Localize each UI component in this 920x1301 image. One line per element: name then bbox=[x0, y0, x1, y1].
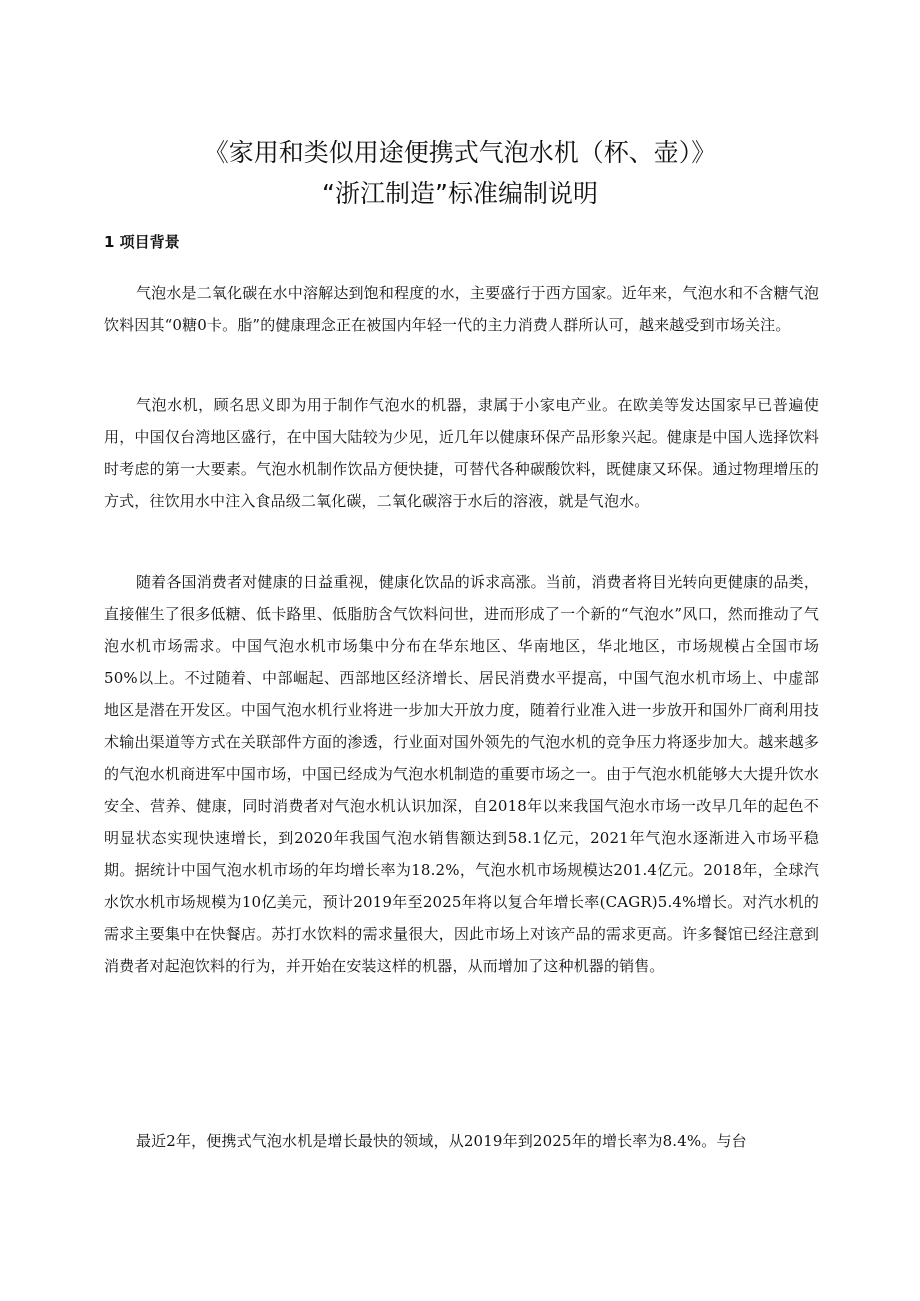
title-line-2: “浙江制造”标准编制说明 bbox=[322, 179, 598, 208]
paragraph-4: 最近2年，便携式气泡水机是增长最快的领域，从2019年到2025年的增长率为8.4%。与台 bbox=[136, 1132, 747, 1150]
document-title bbox=[0, 132, 920, 214]
title-line-1: 《家用和类似用途便携式气泡水机（杯、壶）》 bbox=[203, 138, 717, 167]
paragraph-2: 气泡水机，顾名思义即为用于制作气泡水的机器，隶属于小家电产业。在欧美等发达国家早已普遍使用，中国仅台湾地区盛行，在中国大陆较为少见，近几年以健康环保产品形象兴起。健康是中国人选择饮料时考虑的第一大要素。气泡水机制作饮品方便快捷，可替代各种碳酸饮料，既健康又环保。通过物理增压的方式，往饮用水中注入食品级二氧化碳，二氧化碳溶于水后的溶液，就是气泡水。 bbox=[104, 396, 819, 510]
paragraph-3: 随着各国消费者对健康的日益重视，健康化饮品的诉求高涨。当前，消费者将目光转向更健康的品类，直接催生了很多低糖、低卡路里、低脂肪含气饮料问世，进而形成了一个新的“气泡水”风口，然而推动了气泡水机市场需求。中国气泡水机市场集中分布在华东地区、华南地区，华北地区，市场规模占全国市场50%以上。不过随着、中部崛起、西部地区经济增长、居民消费水平提高，中国气泡水机市场上、中虚部地区是潜在开发区。中国气泡水机行业将进一步加大开放力度，随着行业准入进一步放开和国外厂商利用技术输出渠道等方式在关联部件方面的渗透，行业面对国外领先的气泡水机的竞争压力将逐步加大。越来越多的气泡水机商进军中国市场，中国已经成为气泡水机制造的重要市场之一。由于气泡水机能够大大提升饮水安全、营养、健康，同时消费者对气泡水机认识加深，自2018年以来我国气泡水市场一改早几年的起色不明显状态实现快速增长，到2020年我国气泡水销售额达到58.1亿元，2021年气泡水逐渐进入市场平稳期。据统计中国气泡水机市场的年均增长率为18.2%，气泡水机市场规模达201.4亿元。2018年，全球汽水饮水机市场规模为10亿美元，预计2019年至2025年将以复合年增长率(CAGR)5.4%增长。对汽水机的需求主要集中在快餐店。苏打水饮料的需求量很大，因此市场上对该产品的需求更高。许多餐馆已经注意到消费者对起泡饮料的行为，并开始在安装这样的机器，从而增加了这种机器的销售。 bbox=[104, 573, 819, 975]
section-heading: 1 项目背景 bbox=[104, 233, 180, 251]
paragraph-1: 气泡水是二氧化碳在水中溶解达到饱和程度的水，主要盛行于西方国家。近年来，气泡水和不含糖气泡饮料因其“0糖0卡。脂”的健康理念正在被国内年轻一代的主力消费人群所认可，越来越受到市场关注。 bbox=[104, 284, 819, 334]
